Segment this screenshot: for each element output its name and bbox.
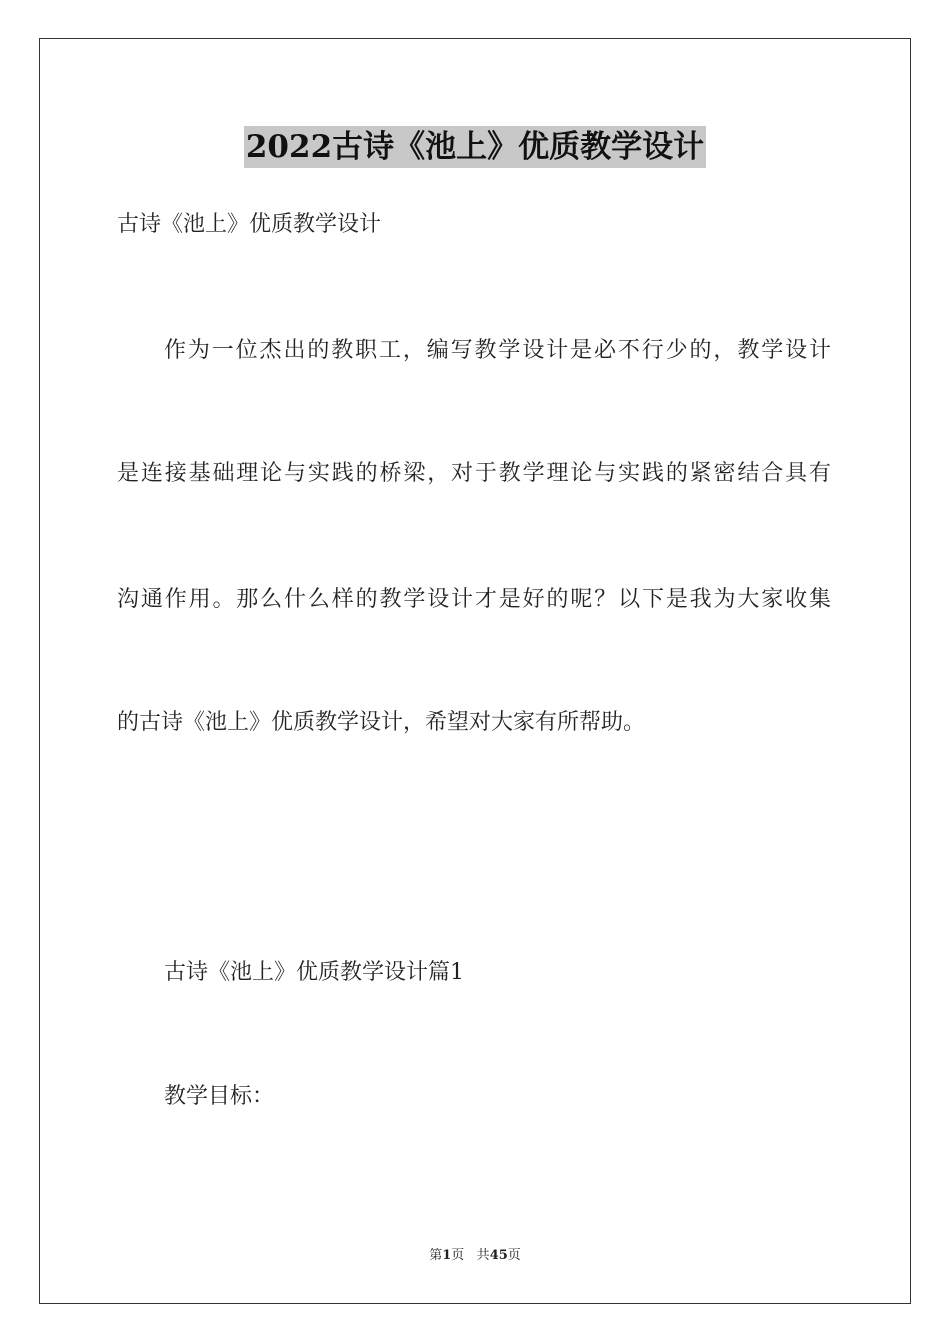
footer-total-prefix: 共 — [476, 1248, 490, 1263]
document-title: 2022古诗《池上》优质教学设计 — [244, 126, 706, 168]
footer-page-suffix: 页 — [451, 1248, 465, 1263]
footer-total-suffix: 页 — [507, 1248, 521, 1263]
footer-page-number: 1 — [442, 1248, 452, 1263]
footer-total-pages: 45 — [489, 1248, 508, 1263]
intro-line-1: 作为一位杰出的教职工，编写教学设计是必不行少的，教学设计 — [164, 338, 831, 363]
title-container — [0, 126, 950, 168]
document-subtitle: 古诗《池上》优质教学设计 — [117, 212, 382, 237]
footer-page-prefix: 第 — [429, 1248, 443, 1263]
section-heading: 古诗《池上》优质教学设计篇1 — [164, 960, 464, 985]
objectives-label: 教学目标： — [164, 1084, 275, 1109]
intro-line-3: 沟通作用。那么什么样的教学设计才是好的呢？以下是我为大家收集 — [117, 587, 831, 612]
intro-line-4: 的古诗《池上》优质教学设计，希望对大家有所帮助。 — [117, 710, 646, 735]
intro-line-2: 是连接基础理论与实践的桥梁，对于教学理论与实践的紧密结合具有 — [117, 461, 831, 486]
page-footer — [0, 1246, 950, 1266]
